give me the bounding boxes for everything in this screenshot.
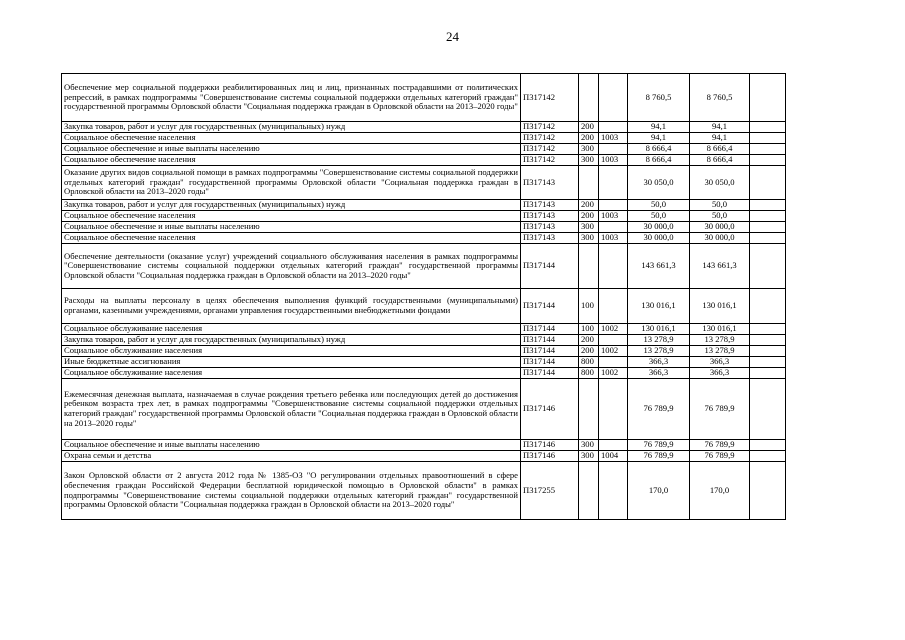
expense-type-cell: 300	[579, 222, 599, 233]
extra-cell	[750, 324, 786, 335]
table-row	[62, 440, 786, 451]
extra-cell	[750, 462, 786, 520]
amount-total-cell: 130 016,1	[690, 289, 750, 324]
target-code-cell: П317142	[521, 122, 579, 133]
expense-type-cell: 200	[579, 133, 599, 144]
expense-name-cell: Социальное обеспечение населения	[62, 133, 521, 144]
table-row	[62, 222, 786, 233]
expense-name-cell: Закупка товаров, работ и услуг для государственных (муниципальных) нужд	[62, 122, 521, 133]
table-row	[62, 133, 786, 144]
section-code-cell	[599, 440, 628, 451]
table-row	[62, 324, 786, 335]
table-row	[62, 346, 786, 357]
target-code-cell: П317143	[521, 211, 579, 222]
target-code-cell: П317144	[521, 289, 579, 324]
table-row	[62, 357, 786, 368]
target-code-cell: П317255	[521, 462, 579, 520]
expense-type-cell: 300	[579, 233, 599, 244]
expense-name-cell: Социальное обслуживание населения	[62, 324, 521, 335]
extra-cell	[750, 144, 786, 155]
section-code-cell	[599, 74, 628, 122]
expense-name-cell: Обеспечение мер социальной поддержки реабилитированных лиц и лиц, признанных пострадавшими от политических репрессий, в рамках подпрограммы "Совершенствование системы социальной поддержки отдельных категорий граждан" государственной программы Орловской области "Социальная поддержка граждан в Орловской области на 2013–2020 годы"	[62, 74, 521, 122]
amount-total-cell: 30 000,0	[690, 233, 750, 244]
table-row	[62, 155, 786, 166]
target-code-cell: П317144	[521, 335, 579, 346]
table-row	[62, 74, 786, 122]
extra-cell	[750, 233, 786, 244]
target-code-cell: П317142	[521, 74, 579, 122]
section-code-cell	[599, 122, 628, 133]
target-code-cell: П317143	[521, 222, 579, 233]
section-code-cell: 1002	[599, 346, 628, 357]
expense-type-cell: 300	[579, 451, 599, 462]
section-code-cell: 1002	[599, 324, 628, 335]
page-number: 24	[446, 29, 459, 44]
amount-cell: 366,3	[628, 368, 690, 379]
amount-cell: 76 789,9	[628, 440, 690, 451]
amount-total-cell: 76 789,9	[690, 440, 750, 451]
expense-type-cell: 300	[579, 155, 599, 166]
section-code-cell: 1004	[599, 451, 628, 462]
extra-cell	[750, 346, 786, 357]
amount-cell: 170,0	[628, 462, 690, 520]
table-row	[62, 211, 786, 222]
amount-total-cell: 8 666,4	[690, 155, 750, 166]
target-code-cell: П317143	[521, 233, 579, 244]
target-code-cell: П317144	[521, 368, 579, 379]
expense-name-cell: Социальное обеспечение населения	[62, 211, 521, 222]
amount-cell: 94,1	[628, 122, 690, 133]
target-code-cell: П317144	[521, 244, 579, 289]
expense-name-cell: Социальное обеспечение и иные выплаты населению	[62, 222, 521, 233]
table-row	[62, 379, 786, 440]
section-code-cell	[599, 462, 628, 520]
section-code-cell: 1002	[599, 368, 628, 379]
expense-name-cell: Социальное обслуживание населения	[62, 368, 521, 379]
extra-cell	[750, 122, 786, 133]
extra-cell	[750, 74, 786, 122]
amount-cell: 76 789,9	[628, 451, 690, 462]
amount-cell: 76 789,9	[628, 379, 690, 440]
amount-total-cell: 143 661,3	[690, 244, 750, 289]
amount-cell: 8 760,5	[628, 74, 690, 122]
target-code-cell: П317146	[521, 379, 579, 440]
expense-name-cell: Закон Орловской области от 2 августа 2012 года № 1385-ОЗ "О регулировании отдельных правоотношений в сфере обеспечения граждан Российской Федерации бесплатной юридической помощью в Орловской области" в рамках подпрограммы "Совершенствование системы социальной поддержки отдельных категорий граждан" государственной программы Орловской области "Социальная поддержка граждан в Орловской области на 2013–2020 годы"	[62, 462, 521, 520]
expense-name-cell: Социальное обеспечение и иные выплаты населению	[62, 440, 521, 451]
expense-type-cell: 200	[579, 335, 599, 346]
table-row	[62, 244, 786, 289]
expense-name-cell: Социальное обеспечение населения	[62, 233, 521, 244]
expense-type-cell: 300	[579, 440, 599, 451]
table-row	[62, 289, 786, 324]
amount-total-cell: 94,1	[690, 133, 750, 144]
target-code-cell: П317144	[521, 346, 579, 357]
expense-name-cell: Закупка товаров, работ и услуг для государственных (муниципальных) нужд	[62, 335, 521, 346]
target-code-cell: П317142	[521, 155, 579, 166]
table-row	[62, 335, 786, 346]
expense-type-cell: 200	[579, 200, 599, 211]
section-code-cell: 1003	[599, 133, 628, 144]
extra-cell	[750, 222, 786, 233]
expense-name-cell: Охрана семьи и детства	[62, 451, 521, 462]
section-code-cell	[599, 244, 628, 289]
amount-total-cell: 8 760,5	[690, 74, 750, 122]
amount-total-cell: 170,0	[690, 462, 750, 520]
extra-cell	[750, 166, 786, 200]
expense-type-cell: 100	[579, 289, 599, 324]
expense-name-cell: Иные бюджетные ассигнования	[62, 357, 521, 368]
amount-cell: 30 000,0	[628, 233, 690, 244]
amount-total-cell: 50,0	[690, 200, 750, 211]
amount-total-cell: 30 000,0	[690, 222, 750, 233]
amount-cell: 50,0	[628, 200, 690, 211]
amount-total-cell: 76 789,9	[690, 451, 750, 462]
amount-total-cell: 13 278,9	[690, 335, 750, 346]
amount-cell: 8 666,4	[628, 144, 690, 155]
expense-type-cell	[579, 462, 599, 520]
amount-total-cell: 94,1	[690, 122, 750, 133]
expense-type-cell	[579, 74, 599, 122]
amount-total-cell: 13 278,9	[690, 346, 750, 357]
expense-name-cell: Социальное обслуживание населения	[62, 346, 521, 357]
expense-type-cell: 200	[579, 346, 599, 357]
target-code-cell: П317146	[521, 440, 579, 451]
section-code-cell	[599, 357, 628, 368]
amount-cell: 8 666,4	[628, 155, 690, 166]
target-code-cell: П317144	[521, 357, 579, 368]
expense-type-cell: 800	[579, 368, 599, 379]
budget-table	[61, 73, 786, 520]
section-code-cell	[599, 200, 628, 211]
expense-name-cell: Ежемесячная денежная выплата, назначаемая в случае рождения третьего ребенка или последующих детей до достижения ребенком возраста трех лет, в рамках подпрограммы "Совершенствование системы социальной поддержки отдельных категорий граждан" государственной программы Орловской области "Социальная поддержка граждан в Орловской области на 2013–2020 годы"	[62, 379, 521, 440]
target-code-cell: П317144	[521, 324, 579, 335]
amount-cell: 30 000,0	[628, 222, 690, 233]
table-row	[62, 462, 786, 520]
section-code-cell: 1003	[599, 211, 628, 222]
expense-type-cell: 800	[579, 357, 599, 368]
amount-total-cell: 8 666,4	[690, 144, 750, 155]
section-code-cell: 1003	[599, 233, 628, 244]
table-row	[62, 144, 786, 155]
amount-total-cell: 366,3	[690, 368, 750, 379]
section-code-cell: 1003	[599, 155, 628, 166]
expense-name-cell: Социальное обеспечение населения	[62, 155, 521, 166]
amount-cell: 130 016,1	[628, 324, 690, 335]
amount-cell: 30 050,0	[628, 166, 690, 200]
expense-name-cell: Расходы на выплаты персоналу в целях обеспечения выполнения функций государственными (муниципальными) органами, казенными учреждениями, органами управления государственными внебюджетными фондами	[62, 289, 521, 324]
table-row	[62, 233, 786, 244]
extra-cell	[750, 357, 786, 368]
target-code-cell: П317142	[521, 133, 579, 144]
amount-cell: 94,1	[628, 133, 690, 144]
target-code-cell: П317143	[521, 166, 579, 200]
expense-type-cell: 200	[579, 122, 599, 133]
expense-type-cell	[579, 379, 599, 440]
section-code-cell	[599, 379, 628, 440]
target-code-cell: П317142	[521, 144, 579, 155]
amount-cell: 13 278,9	[628, 346, 690, 357]
extra-cell	[750, 368, 786, 379]
amount-total-cell: 30 050,0	[690, 166, 750, 200]
section-code-cell	[599, 289, 628, 324]
extra-cell	[750, 335, 786, 346]
section-code-cell	[599, 144, 628, 155]
table-body	[62, 74, 786, 520]
table-row	[62, 451, 786, 462]
amount-total-cell: 130 016,1	[690, 324, 750, 335]
table-row	[62, 122, 786, 133]
amount-cell: 50,0	[628, 211, 690, 222]
expense-type-cell: 300	[579, 144, 599, 155]
table-row	[62, 200, 786, 211]
amount-total-cell: 366,3	[690, 357, 750, 368]
target-code-cell: П317146	[521, 451, 579, 462]
extra-cell	[750, 133, 786, 144]
amount-total-cell: 50,0	[690, 211, 750, 222]
expense-type-cell: 200	[579, 211, 599, 222]
extra-cell	[750, 289, 786, 324]
extra-cell	[750, 155, 786, 166]
amount-cell: 143 661,3	[628, 244, 690, 289]
section-code-cell	[599, 166, 628, 200]
extra-cell	[750, 379, 786, 440]
table-row	[62, 166, 786, 200]
extra-cell	[750, 451, 786, 462]
expense-type-cell	[579, 244, 599, 289]
expense-name-cell: Оказание других видов социальной помощи в рамках подпрограммы "Совершенствование системы социальной поддержки отдельных категорий граждан" государственной программы Орловской области "Социальная поддержка граждан в Орловской области на 2013–2020 годы"	[62, 166, 521, 200]
extra-cell	[750, 200, 786, 211]
expense-type-cell	[579, 166, 599, 200]
expense-name-cell: Обеспечение деятельности (оказание услуг) учреждений социального обслуживания населения в рамках подпрограммы "Совершенствование системы социальной поддержки отдельных категорий граждан" государственной программы Орловской области "Социальная поддержка граждан в Орловской области на 2013–2020 годы"	[62, 244, 521, 289]
section-code-cell	[599, 222, 628, 233]
expense-name-cell: Закупка товаров, работ и услуг для государственных (муниципальных) нужд	[62, 200, 521, 211]
expense-name-cell: Социальное обеспечение и иные выплаты населению	[62, 144, 521, 155]
amount-cell: 366,3	[628, 357, 690, 368]
target-code-cell: П317143	[521, 200, 579, 211]
amount-cell: 130 016,1	[628, 289, 690, 324]
amount-total-cell: 76 789,9	[690, 379, 750, 440]
expense-type-cell: 100	[579, 324, 599, 335]
extra-cell	[750, 211, 786, 222]
amount-cell: 13 278,9	[628, 335, 690, 346]
extra-cell	[750, 440, 786, 451]
extra-cell	[750, 244, 786, 289]
section-code-cell	[599, 335, 628, 346]
table-row	[62, 368, 786, 379]
